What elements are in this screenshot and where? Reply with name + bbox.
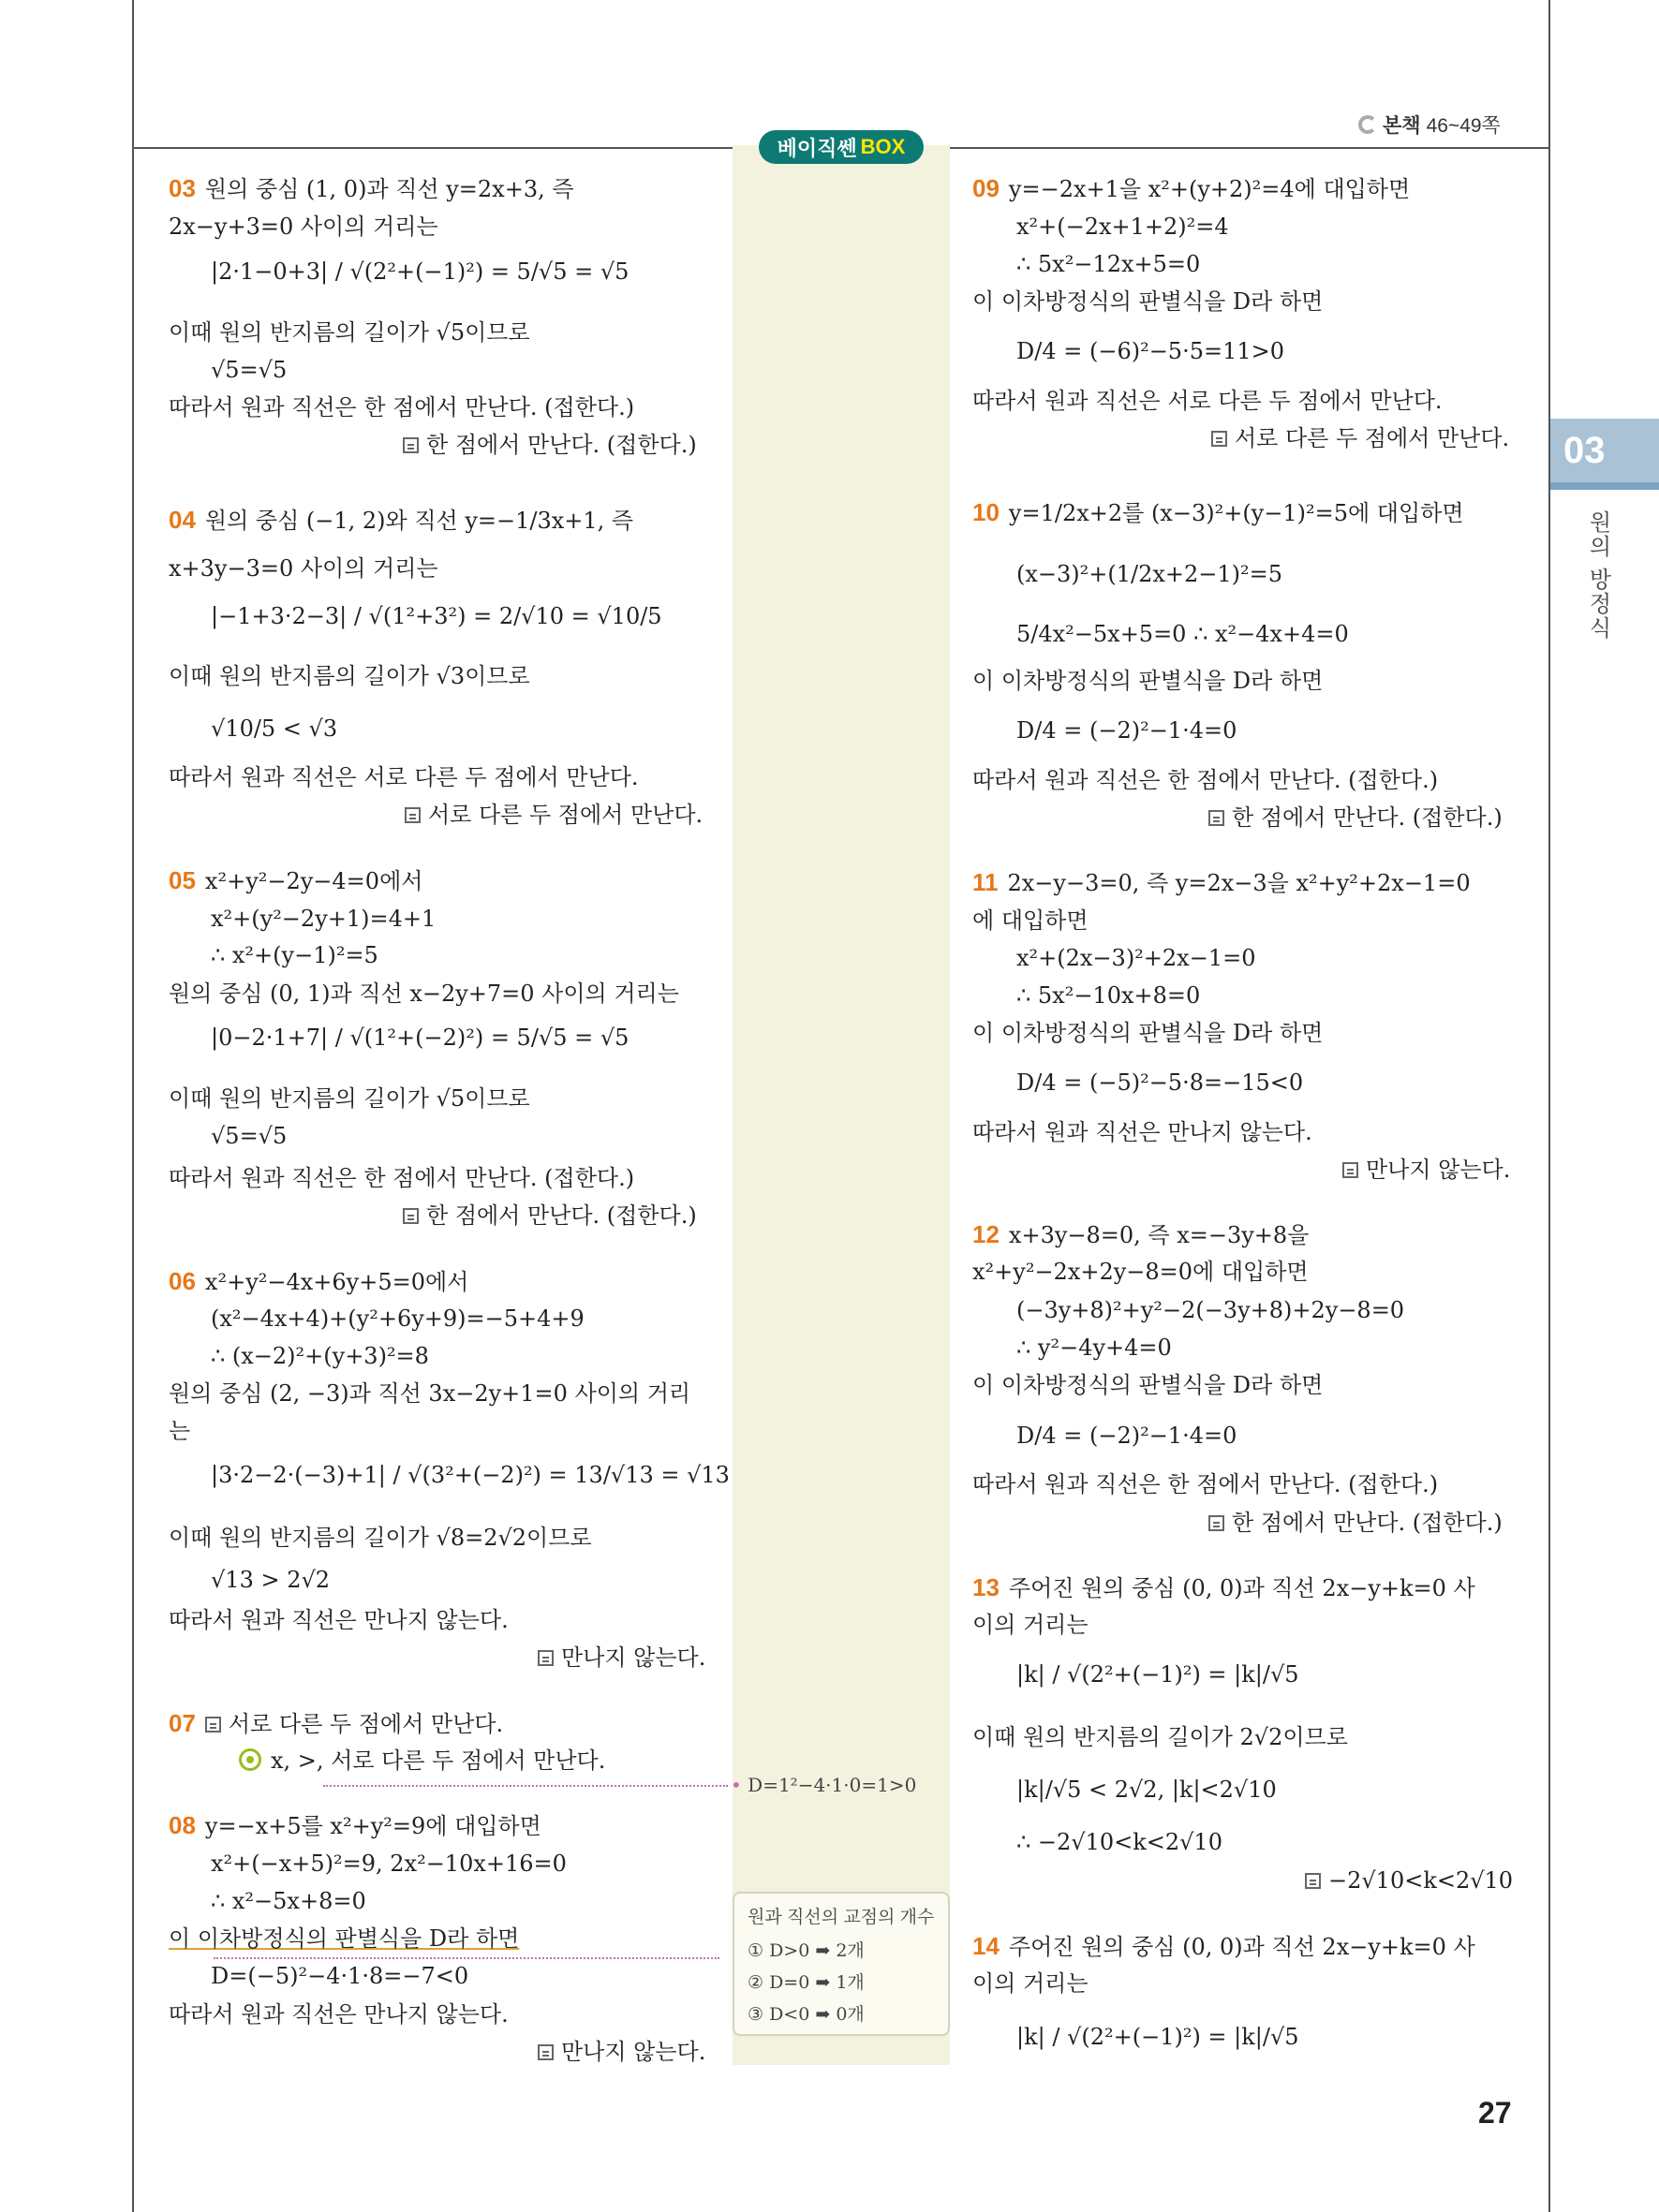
page-ref-label: 본책 xyxy=(1383,115,1421,137)
solution-line xyxy=(169,1811,541,1840)
line-text: D/4 = (−6)²−5·5=11>0 xyxy=(1016,338,1284,364)
solution-line xyxy=(972,288,1323,316)
line-text: ∴ x²−5x+8=0 xyxy=(211,1888,366,1914)
problem-number: 08 xyxy=(169,1811,196,1839)
target-icon xyxy=(239,1748,261,1771)
solution-line xyxy=(169,1606,509,1634)
box-title-en: BOX xyxy=(860,135,906,158)
line-text: 이때 원의 반지름의 길이가 √5이므로 xyxy=(169,1085,530,1112)
box-row-2: ② D=0 ➡ 1개 xyxy=(748,1972,865,1993)
line-text: 따라서 원과 직선은 만나지 않는다. xyxy=(169,2001,509,2028)
line-text: ∴ −2√10<k<2√10 xyxy=(1016,1829,1222,1855)
solution-line xyxy=(972,1258,1309,1286)
solution-line xyxy=(1016,2023,1299,2051)
line-text: y=−x+5를 x²+y²=9에 대입하면 xyxy=(204,1813,541,1839)
line-text: ∴ 5x²−10x+8=0 xyxy=(1016,982,1201,1009)
line-text: 주어진 원의 중심 (0, 0)과 직선 2x−y+k=0 사 xyxy=(1008,1934,1475,1960)
answer-icon xyxy=(403,1208,419,1224)
solution-line xyxy=(169,506,633,535)
line-text: 따라서 원과 직선은 한 점에서 만난다. (접한다.) xyxy=(972,1471,1439,1497)
chapter-tab-underline xyxy=(1550,482,1659,490)
solution-line xyxy=(169,1417,190,1445)
solution-line xyxy=(211,258,629,286)
line-text: 이때 원의 반지름의 길이가 2√2이므로 xyxy=(972,1724,1348,1750)
solution-line xyxy=(211,1122,287,1150)
answer-text: 서로 다른 두 점에서 만난다. xyxy=(428,802,704,828)
solution-line xyxy=(169,318,530,347)
solution-line xyxy=(211,1305,585,1333)
pointer-line-07 xyxy=(323,1785,728,1787)
answer-10 xyxy=(1208,804,1503,832)
reference-icon xyxy=(1358,115,1377,134)
line-text: √13 > 2√2 xyxy=(211,1567,331,1593)
line-text: √10/5 < √3 xyxy=(211,715,338,742)
pointer-dot-icon: • xyxy=(731,1774,742,1796)
basic-box-title xyxy=(759,130,924,164)
solution-line xyxy=(1016,620,1349,648)
solution-line xyxy=(972,1723,1348,1751)
solution-line xyxy=(169,1524,592,1552)
line-text: 원의 중심 (0, 1)과 직선 x−2y+7=0 사이의 거리는 xyxy=(169,981,679,1007)
line-text: x²+y²−2x+2y−8=0에 대입하면 xyxy=(972,1259,1309,1285)
solution-line xyxy=(169,1084,530,1113)
answer-06 xyxy=(538,1644,705,1672)
answer-icon xyxy=(1305,1873,1321,1889)
box-row-3: ③ D<0 ➡ 0개 xyxy=(748,2004,865,2025)
line-text: (x−3)²+(1/2x+2−1)²=5 xyxy=(1016,561,1283,587)
line-text: 이때 원의 반지름의 길이가 √3이므로 xyxy=(169,663,530,689)
line-text: 이 이차방정식의 판별식을 D라 하면 xyxy=(972,1020,1324,1046)
problem-number: 13 xyxy=(972,1573,1000,1601)
line-text: x, >, 서로 다른 두 점에서 만난다. xyxy=(271,1747,606,1774)
solution-line xyxy=(169,866,422,895)
line-text: ∴ (x−2)²+(y+3)²=8 xyxy=(211,1343,429,1369)
solution-line xyxy=(211,1342,429,1370)
solution-line xyxy=(1016,1660,1299,1688)
solution-line xyxy=(211,1962,468,1990)
box-heading: 원과 직선의 교점의 개수 xyxy=(748,1908,935,1927)
answer-icon xyxy=(538,1650,554,1666)
problem-number: 04 xyxy=(169,506,196,534)
solution-line xyxy=(1016,1296,1404,1324)
problem-number: 11 xyxy=(972,868,999,896)
line-text: |2·1−0+3| / √(2²+(−1)²) = 5/√5 = √5 xyxy=(211,258,630,285)
solution-line xyxy=(169,2000,509,2028)
line-text: 따라서 원과 직선은 한 점에서 만난다. (접한다.) xyxy=(169,1165,635,1191)
pointer-line-08 xyxy=(214,1957,719,1959)
solution-line xyxy=(972,1220,1309,1249)
line-text: √5=√5 xyxy=(211,1123,288,1149)
answer-11 xyxy=(1342,1156,1510,1184)
solution-line xyxy=(169,1164,634,1192)
line-text: |3·2−2·(−3)+1| / √(3²+(−2)²) = 13/√13 = √13 xyxy=(211,1462,730,1488)
line-text: |0−2·1+7| / √(1²+(−2)²) = 5/√5 = √5 xyxy=(211,1025,630,1051)
answer-08 xyxy=(538,2038,705,2066)
answer-icon xyxy=(1342,1162,1358,1178)
intersection-count-box xyxy=(733,1892,950,2036)
solution-line xyxy=(972,1573,1475,1602)
line-text: (−3y+8)²+y²−2(−3y+8)+2y−8=0 xyxy=(1016,1297,1405,1323)
answer-09 xyxy=(1211,424,1509,452)
line-text: x+3y−3=0 사이의 거리는 xyxy=(169,555,438,582)
line-text: 에 대입하면 xyxy=(972,907,1089,934)
answer-text: 만나지 않는다. xyxy=(1366,1157,1511,1183)
problem-number: 07 xyxy=(169,1709,196,1737)
solution-line xyxy=(972,1371,1323,1399)
solution-line xyxy=(169,213,438,241)
page-ref-range: 46~49쪽 xyxy=(1426,115,1501,137)
solution-line xyxy=(972,387,1443,415)
line-text: 따라서 원과 직선은 서로 다른 두 점에서 만난다. xyxy=(169,764,639,790)
problem-number: 06 xyxy=(169,1267,196,1295)
line-text: 이의 거리는 xyxy=(972,1612,1089,1638)
solution-line xyxy=(972,868,1471,897)
solution-line xyxy=(1016,1776,1277,1804)
note-07-discriminant xyxy=(731,1774,916,1796)
solution-line xyxy=(169,554,438,582)
solution-line xyxy=(169,980,679,1008)
line-text: 이 이차방정식의 판별식을 D라 하면 xyxy=(972,1372,1324,1398)
solution-line xyxy=(169,1924,519,1953)
answer-05 xyxy=(403,1202,697,1230)
solution-line xyxy=(972,498,1464,527)
answer-icon xyxy=(405,807,421,823)
line-text: 따라서 원과 직선은 만나지 않는다. xyxy=(169,1607,509,1633)
solution-line xyxy=(211,1887,366,1915)
solution-line xyxy=(1016,250,1200,278)
solution-line xyxy=(972,766,1438,794)
solution-line xyxy=(972,1118,1312,1146)
solution-line xyxy=(169,763,639,791)
solution-line xyxy=(211,941,378,969)
page-reference xyxy=(1358,111,1501,139)
line-text: x²+(−2x+1+2)²=4 xyxy=(1016,214,1229,240)
solution-line xyxy=(239,1747,605,1775)
line-text: 원의 중심 (−1, 2)와 직선 y=−1/3x+1, 즉 xyxy=(204,508,634,534)
line-text: D/4 = (−2)²−1·4=0 xyxy=(1016,717,1237,744)
line-text: 5/4x²−5x+5=0 ∴ x²−4x+4=0 xyxy=(1016,621,1349,647)
solution-line xyxy=(1016,560,1282,588)
answer-text: 한 점에서 만난다. (접한다.) xyxy=(426,432,697,458)
line-text: y=1/2x+2를 (x−3)²+(y−1)²=5에 대입하면 xyxy=(1008,500,1464,526)
line-text: x²+y²−4x+6y+5=0에서 xyxy=(204,1269,469,1295)
solution-line xyxy=(1016,944,1255,972)
line-text: x²+(y²−2y+1)=4+1 xyxy=(211,906,437,932)
solution-line xyxy=(1016,1422,1237,1450)
answer-text: −2√10<k<2√10 xyxy=(1328,1867,1514,1894)
line-text: x+3y−8=0, 즉 x=−3y+8을 xyxy=(1008,1222,1310,1248)
line-text: 원의 중심 (2, −3)과 직선 3x−2y+1=0 사이의 거리 xyxy=(169,1380,691,1407)
line-text: 주어진 원의 중심 (0, 0)과 직선 2x−y+k=0 사 xyxy=(1008,1575,1475,1601)
solution-line xyxy=(169,174,574,203)
solution-line xyxy=(211,1461,730,1489)
line-text: 따라서 원과 직선은 서로 다른 두 점에서 만난다. xyxy=(972,388,1443,414)
box-row-1: ① D>0 ➡ 2개 xyxy=(748,1940,865,1961)
answer-text: 서로 다른 두 점에서 만난다. xyxy=(1235,425,1510,451)
answer-text: 만나지 않는다. xyxy=(561,2039,706,2065)
line-text: 이의 거리는 xyxy=(972,1970,1089,1997)
line-text: 2x−y+3=0 사이의 거리는 xyxy=(169,214,438,240)
right-margin-rule xyxy=(1548,0,1550,2212)
solution-line xyxy=(169,1709,503,1738)
answer-04 xyxy=(405,801,703,829)
line-text: ∴ x²+(y−1)²=5 xyxy=(211,942,378,968)
answer-text: 한 점에서 만난다. (접한다.) xyxy=(1232,1510,1503,1536)
answer-03 xyxy=(403,431,697,459)
solution-line xyxy=(972,1019,1323,1047)
answer-icon xyxy=(1208,1515,1224,1531)
line-text: x²+(−x+5)²=9, 2x²−10x+16=0 xyxy=(211,1851,567,1877)
left-margin-rule xyxy=(132,0,134,2212)
chapter-tab xyxy=(1550,419,1659,490)
solution-line xyxy=(211,1024,629,1052)
line-text: 는 xyxy=(169,1418,191,1444)
answer-text: 한 점에서 만난다. (접한다.) xyxy=(426,1202,697,1229)
solution-line xyxy=(1016,1334,1172,1362)
line-text: x²+y²−2y−4=0에서 xyxy=(204,868,423,894)
solution-line xyxy=(1016,1828,1222,1856)
solution-line xyxy=(1016,1069,1303,1097)
answer-icon xyxy=(538,2044,554,2060)
line-text: 원의 중심 (1, 0)과 직선 y=2x+3, 즉 xyxy=(204,176,574,202)
solution-line xyxy=(972,1969,1089,1998)
problem-number: 09 xyxy=(972,174,1000,202)
solution-line xyxy=(1016,337,1284,365)
line-text: 서로 다른 두 점에서 만난다. xyxy=(228,1711,504,1737)
line-text: 이 이차방정식의 판별식을 D라 하면 xyxy=(972,288,1324,315)
line-text: |k| / √(2²+(−1)²) = |k|/√5 xyxy=(1016,1661,1299,1688)
solution-line xyxy=(972,1470,1438,1498)
line-text: 이 이차방정식의 판별식을 D라 하면 xyxy=(972,668,1324,694)
page-number: 27 xyxy=(1478,2096,1512,2130)
solution-line xyxy=(211,715,337,743)
solution-line xyxy=(211,602,662,630)
answer-12 xyxy=(1208,1509,1503,1537)
line-text: |k|/√5 < 2√2, |k|<2√10 xyxy=(1016,1777,1277,1803)
line-text: ∴ 5x²−12x+5=0 xyxy=(1016,251,1201,277)
answer-text: 한 점에서 만난다. (접한다.) xyxy=(1232,804,1503,831)
answer-text: 만나지 않는다. xyxy=(561,1644,706,1671)
answer-icon xyxy=(403,437,419,453)
solution-line xyxy=(1016,981,1200,1010)
line-text: y=−2x+1을 x²+(y+2)²=4에 대입하면 xyxy=(1008,176,1411,202)
box-title-ko: 베이직쎈 xyxy=(777,136,857,160)
solution-line xyxy=(972,1932,1475,1961)
line-text: 따라서 원과 직선은 한 점에서 만난다. (접한다.) xyxy=(169,394,635,420)
answer-icon xyxy=(1211,431,1227,447)
line-text: √5=√5 xyxy=(211,357,288,383)
line-text: (x²−4x+4)+(y²+6y+9)=−5+4+9 xyxy=(211,1305,585,1332)
problem-number: 05 xyxy=(169,866,196,894)
solution-line xyxy=(211,905,436,933)
solution-line xyxy=(169,1379,690,1408)
solution-line xyxy=(169,1267,468,1296)
chapter-title: 원의 방정식 xyxy=(1585,510,1610,641)
solution-line xyxy=(211,356,287,384)
solution-line xyxy=(972,667,1323,695)
solution-line xyxy=(211,1566,330,1594)
line-text: 따라서 원과 직선은 한 점에서 만난다. (접한다.) xyxy=(972,767,1439,793)
problem-number: 12 xyxy=(972,1220,1000,1248)
line-text: ∴ y²−4y+4=0 xyxy=(1016,1335,1172,1361)
line-text: 따라서 원과 직선은 만나지 않는다. xyxy=(972,1119,1312,1145)
solution-line xyxy=(972,174,1410,203)
solution-line xyxy=(972,907,1089,935)
solution-line xyxy=(1016,716,1237,745)
line-text: x²+(2x−3)²+2x−1=0 xyxy=(1016,945,1256,971)
solution-line xyxy=(169,662,530,690)
line-text: 2x−y−3=0, 즉 y=2x−3을 x²+y²+2x−1=0 xyxy=(1007,870,1471,896)
answer-13 xyxy=(1305,1866,1513,1895)
answer-icon xyxy=(1208,810,1224,826)
line-text: 이 이차방정식의 판별식을 D라 하면 xyxy=(169,1925,520,1952)
solution-line xyxy=(211,1850,567,1878)
line-text: D=(−5)²−4·1·8=−7<0 xyxy=(211,1963,469,1989)
problem-number: 14 xyxy=(972,1932,1000,1960)
problem-number: 03 xyxy=(169,174,196,202)
line-text: |−1+3·2−3| / √(1²+3²) = 2/√10 = √10/5 xyxy=(211,603,662,629)
line-text: D/4 = (−2)²−1·4=0 xyxy=(1016,1423,1237,1449)
solution-line xyxy=(972,1611,1089,1639)
line-text: |k| / √(2²+(−1)²) = |k|/√5 xyxy=(1016,2024,1299,2050)
problem-number: 10 xyxy=(972,498,1000,526)
solution-line xyxy=(169,393,634,421)
line-text: D/4 = (−5)²−5·8=−15<0 xyxy=(1016,1069,1304,1096)
answer-icon xyxy=(205,1717,221,1733)
line-text: 이때 원의 반지름의 길이가 √8=2√2이므로 xyxy=(169,1525,592,1551)
note-07-text: D=1²−4·1·0=1>0 xyxy=(748,1774,917,1796)
solution-line xyxy=(1016,213,1229,241)
chapter-number: 03 xyxy=(1563,430,1606,471)
line-text: 이때 원의 반지름의 길이가 √5이므로 xyxy=(169,319,530,346)
